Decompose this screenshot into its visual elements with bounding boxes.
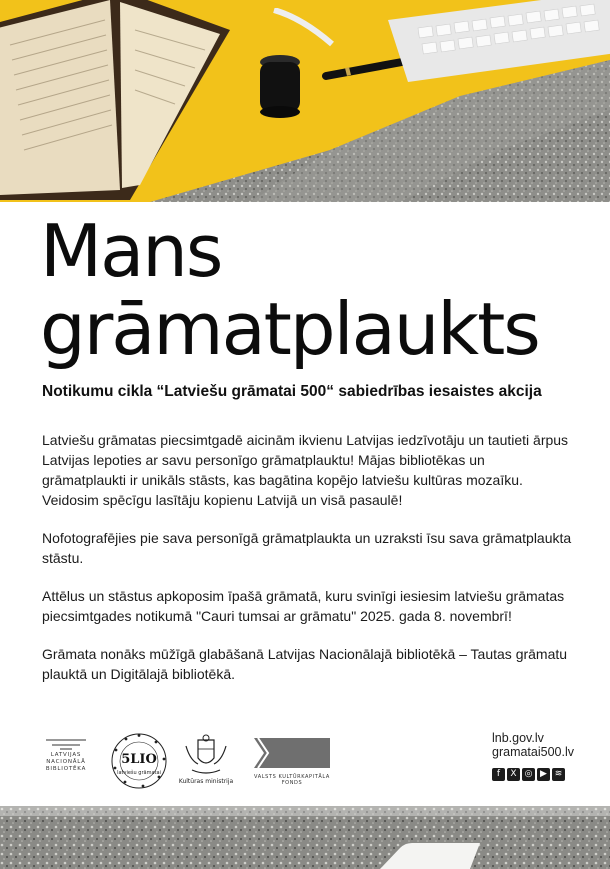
lnb-logo: [42, 736, 90, 788]
vkf-caption: VALSTS KULTŪRKAPITĀLA FONDS: [254, 774, 330, 786]
ministry-logo: [176, 734, 236, 790]
lnb-logo-text: LATVIJAS NACIONĀLĀ BIBLIOTĒKA: [45, 752, 87, 772]
footer-links: [492, 731, 592, 759]
link-gramatai500[interactable]: gramatai500.lv: [492, 745, 574, 759]
vkf-mark-icon: [254, 738, 330, 772]
paragraph: Grāmata nonāks mūžīgā glabāšanā Latvijas Nacionālajā bibliotēkā – Tautas grāmatu plauktā un Digitālajā bibliotēkā.: [42, 646, 568, 682]
facebook-icon[interactable]: f: [492, 768, 505, 781]
bottom-photo-strip: [0, 806, 610, 869]
youtube-icon[interactable]: ▶: [537, 768, 550, 781]
paragraph: Nofotografējies pie sava personīgā grāmatplaukta un uzraksti īsu sava grāmatplaukta stāstu.: [42, 530, 572, 566]
social-icons: [492, 768, 567, 782]
instagram-icon[interactable]: ◎: [522, 768, 535, 781]
coat-of-arms-icon: [176, 734, 236, 778]
keyboard-icon: [388, 0, 610, 82]
ink-bottle-icon: [250, 40, 310, 120]
hero-photo: [0, 0, 610, 202]
ministry-caption: Kultūras ministrija: [178, 778, 234, 785]
body-text: [42, 430, 572, 702]
vkf-logo: [254, 738, 330, 784]
seal-ring-text: latviešu grāmatai: [117, 770, 161, 776]
page-title: [40, 209, 600, 371]
paragraph: Attēlus un stāstus apkoposim īpašā grāmatā, kuru svinīgi iesiesim latviešu grāmatas piecsimtgades notikumā "Cauri tumsai ar grāmatu" 2025. gada 8. novembrī!: [42, 588, 565, 624]
x-icon[interactable]: X: [507, 768, 520, 781]
link-lnb[interactable]: lnb.gov.lv: [492, 731, 544, 745]
open-book-icon: [0, 0, 270, 200]
subtitle: Notikumu cikla “Latviešu grāmatai 500“ sabiedrības iesaistes akcija: [42, 383, 542, 400]
library-building-icon: [46, 736, 86, 750]
seal-number: 5LIO: [121, 752, 157, 767]
concrete-background: [0, 806, 610, 869]
paragraph: Latviešu grāmatas piecsimtgadē aicinām ikvienu Latvijas iedzīvotāju un tautieti ārpus Latvijas lepoties ar savu personīgo grāmatplauktu! Mājas bibliotēkas un grāmatplaukti ir unikāls stāsts, kas bagātina kopējo latviešu kultūras mozaīku. Veidosim spēcīgu lasītāju kopienu Latvijā un visā pasaulē!: [42, 432, 569, 508]
spotify-icon[interactable]: ≋: [552, 768, 565, 781]
title-line-2: grāmatplaukts: [40, 287, 539, 371]
gramatai500-seal: [110, 732, 168, 790]
title-line-1: Mans: [40, 209, 222, 293]
